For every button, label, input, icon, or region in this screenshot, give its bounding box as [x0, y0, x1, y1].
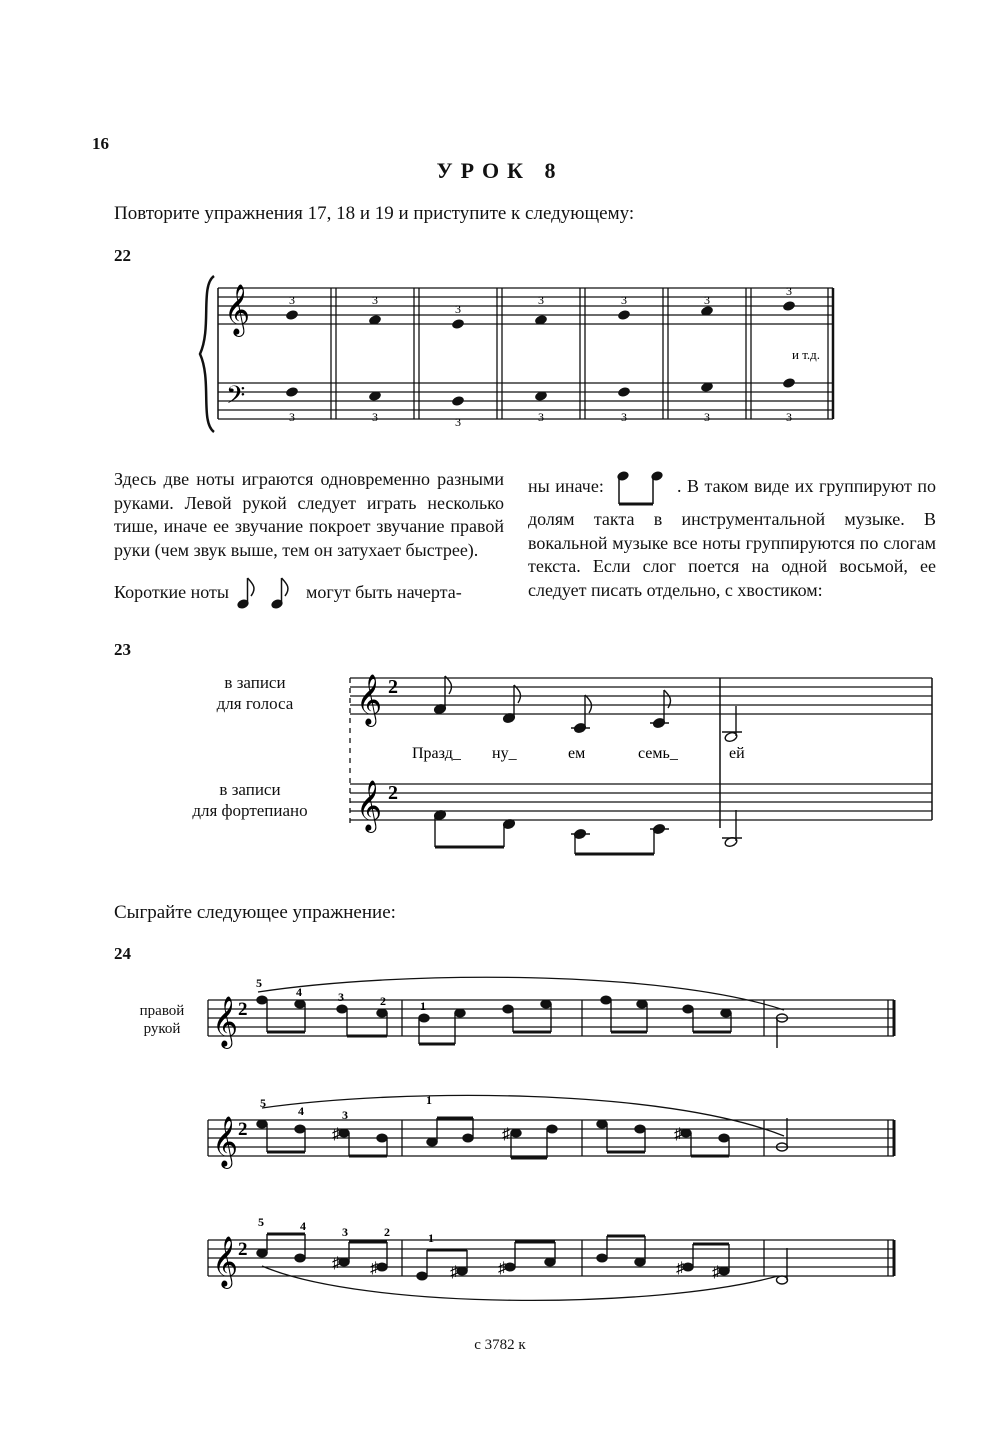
svg-text:3: 3 [342, 1108, 348, 1122]
exercise-24-line-3 [204, 1210, 904, 1316]
voice-label: в записи для голоса [216, 673, 294, 713]
treble-clef-icon: 𝄞 [212, 1117, 239, 1166]
svg-text:4: 4 [298, 1104, 304, 1118]
svg-text:3: 3 [704, 293, 710, 307]
svg-text:2: 2 [238, 999, 248, 1020]
svg-text:2: 2 [388, 782, 398, 804]
voice-notes [433, 676, 742, 743]
treble-clef-icon: 𝄞 [212, 1237, 239, 1286]
lesson-title: УРОК 8 [436, 158, 564, 183]
svg-text:ей: ей [729, 745, 745, 762]
svg-text:4: 4 [296, 985, 302, 999]
svg-text:семь_: семь_ [638, 745, 678, 762]
svg-text:ем: ем [568, 745, 586, 762]
svg-text:3: 3 [289, 410, 295, 424]
svg-text:♯: ♯ [332, 1255, 340, 1272]
exercise-24-line-2 [204, 1090, 904, 1186]
svg-text:3: 3 [704, 410, 710, 424]
svg-text:5: 5 [256, 976, 262, 990]
left-column [114, 468, 504, 614]
exercise-24-number: 24 [114, 944, 131, 963]
svg-text:♯: ♯ [502, 1126, 510, 1143]
svg-text:1: 1 [420, 999, 426, 1013]
bass-staff [218, 383, 833, 419]
svg-text:♯: ♯ [370, 1260, 378, 1277]
time-signatures [388, 676, 398, 804]
svg-text:4: 4 [300, 1219, 306, 1233]
etc-label: и т.д. [792, 347, 821, 362]
exercise-24-line-1 [204, 970, 904, 1066]
paragraph-short-notes: Короткие ноты могут быть начерта- [114, 574, 504, 614]
treble-clef-icon: 𝄞 [224, 285, 251, 334]
svg-text:2: 2 [238, 1239, 248, 1260]
svg-text:5: 5 [258, 1215, 264, 1229]
bass-clef-icon: 𝄢 [226, 382, 246, 415]
svg-text:♯: ♯ [712, 1264, 720, 1281]
piano-notes [433, 809, 742, 854]
svg-text:3: 3 [372, 293, 378, 307]
play-instruction: Сыграйте следующее упражнение: [114, 902, 396, 923]
svg-text:3: 3 [621, 293, 627, 307]
notes [257, 996, 788, 1048]
barlines [331, 288, 833, 419]
svg-text:3: 3 [538, 293, 544, 307]
eighth-notes-icon [233, 574, 301, 614]
svg-text:3: 3 [342, 1225, 348, 1239]
svg-text:2: 2 [380, 994, 386, 1008]
svg-text:♯: ♯ [332, 1126, 340, 1143]
intro-text: Повторите упражнения 17, 18 и 19 и приступите к следующему: [114, 203, 635, 224]
brace-icon [200, 276, 214, 432]
svg-text:2: 2 [384, 1225, 390, 1239]
svg-text:3: 3 [786, 284, 792, 298]
svg-text:3: 3 [289, 293, 295, 307]
fingering [260, 1093, 432, 1122]
page-number: 16 [92, 134, 109, 153]
footer-code: с 3782 к [474, 1337, 526, 1353]
paragraph-hands: Здесь две ноты играются одновременно разными руками. Левой рукой следует играть несколько тише, иначе ее звучание покроет звучание правой руки (чем звук выше, тем он затухает быстрее). [114, 469, 504, 560]
piano-label: в записи для фортепиано [192, 780, 308, 820]
treble-clef-icon: 𝄞 [356, 675, 383, 724]
hand-label: правой рукой [139, 1003, 185, 1037]
svg-text:1: 1 [426, 1093, 432, 1107]
svg-text:2: 2 [238, 1119, 248, 1140]
svg-text:2: 2 [388, 676, 398, 698]
svg-text:1: 1 [428, 1231, 434, 1245]
svg-text:3: 3 [621, 410, 627, 424]
exercise-23-number: 23 [114, 640, 131, 659]
sharp-icons [332, 1255, 720, 1281]
treble-staff [218, 288, 833, 324]
right-column: ны иначе: . В таком виде их группируют по долям такта в инструментальной музыке. В вокальной музыке все ноты группируются по слогам текста. Если слог поется на одной восьмой, ее следует писать отдельно, с хвостиком: [528, 468, 936, 602]
svg-text:3: 3 [338, 990, 344, 1004]
svg-text:♯: ♯ [498, 1260, 506, 1277]
treble-clef-icon: 𝄞 [212, 997, 239, 1046]
exercise-23-score [346, 660, 940, 860]
svg-text:3: 3 [455, 302, 461, 316]
svg-text:Празд_: Празд_ [412, 745, 461, 762]
lyrics [412, 745, 745, 762]
svg-text:♯: ♯ [676, 1260, 684, 1277]
exercise-22-number: 22 [114, 246, 131, 265]
svg-text:3: 3 [786, 410, 792, 424]
treble-clef-icon: 𝄞 [356, 781, 383, 830]
slur [258, 977, 784, 1010]
svg-text:3: 3 [372, 410, 378, 424]
svg-text:♯: ♯ [450, 1264, 458, 1281]
svg-text:3: 3 [455, 415, 461, 429]
exercise-22-score [196, 268, 846, 440]
svg-text:♯: ♯ [674, 1126, 682, 1143]
svg-text:5: 5 [260, 1096, 266, 1110]
svg-text:3: 3 [538, 410, 544, 424]
beamed-eighths-icon [609, 468, 671, 508]
svg-text:ну_: ну_ [492, 745, 517, 762]
